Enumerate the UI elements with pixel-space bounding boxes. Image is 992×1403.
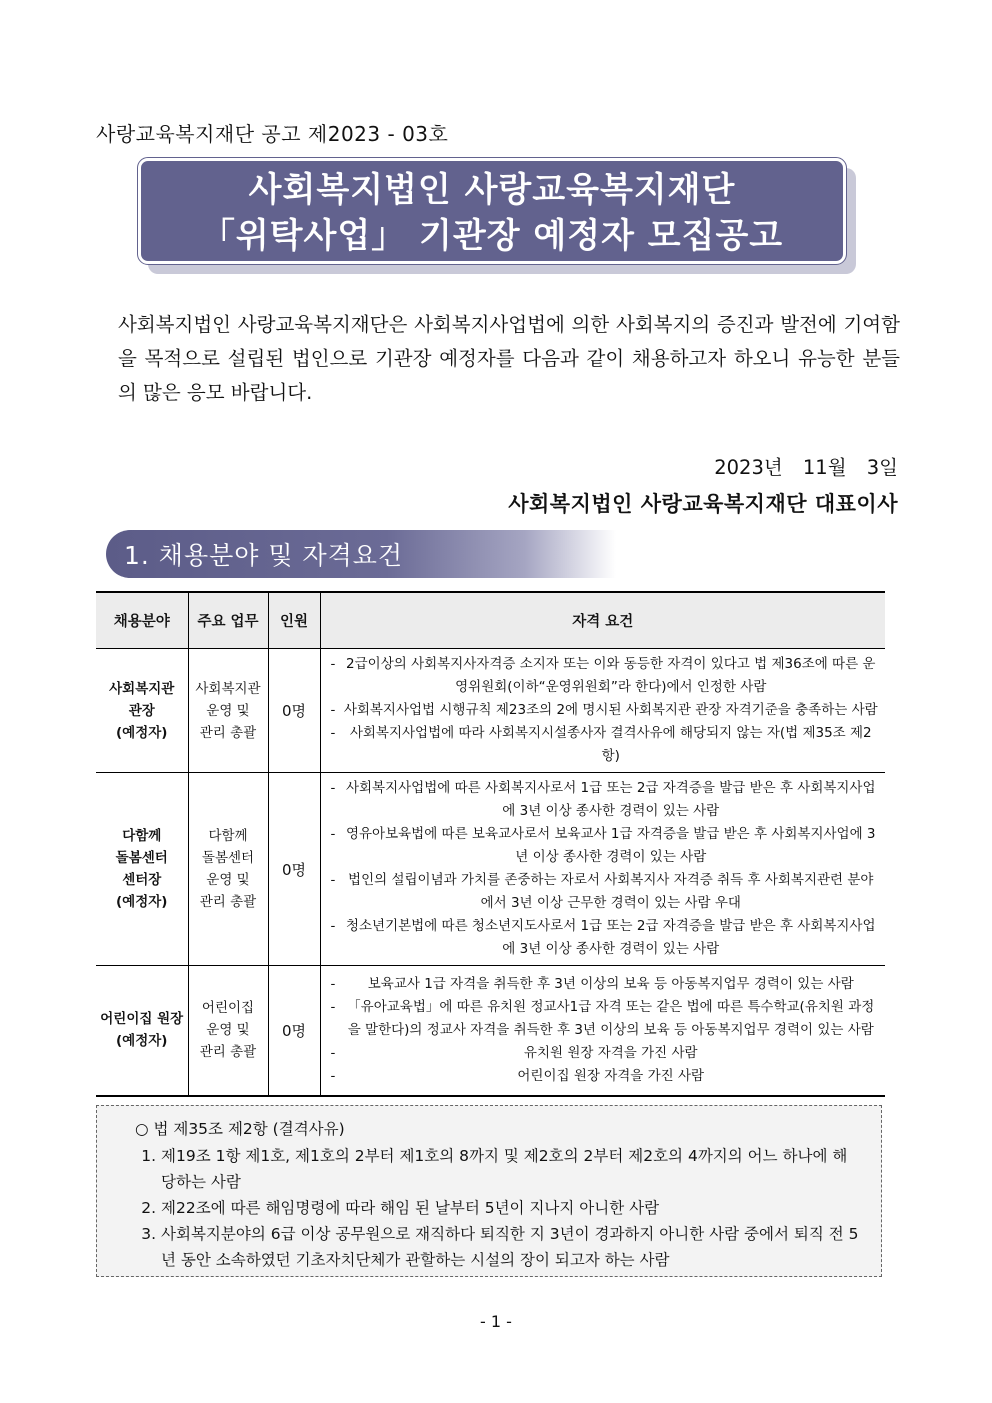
qual-item: - 사회복지사업법 시행규칙 제23조의 2에 명시된 사회복지관 관장 자격기준을 충족하는 사람: [329, 699, 880, 722]
qual-item: - 2급이상의 사회복지사자격증 소지자 또는 이와 동등한 자격이 있다고 법 제36조에 따른 운영위원회(이하“운영위원회”라 한다)에서 인정한 사람: [329, 653, 880, 699]
table-row: [96, 773, 885, 966]
intro-paragraph: 사회복지법인 사랑교육복지재단은 사회복지사업법에 의한 사회복지의 증진과 발전에 기여함을 목적으로 설립된 법인으로 기관장 예정자를 다음과 같이 채용하고자 하오니 유능한 분들의 많은 응모 바랍니다.: [118, 313, 900, 404]
field-line: 어린이집 원장: [100, 1011, 184, 1028]
duty-line: 관리 총괄: [199, 894, 257, 910]
count-cell: 0명: [268, 649, 320, 773]
qual-item: - 유치원 원장 자격을 가진 사람: [329, 1042, 880, 1065]
field-cell: [96, 966, 188, 1096]
notice-number: 사랑교육복지재단 공고 제2023 - 03호: [96, 122, 449, 146]
table-header-row: [96, 592, 885, 649]
note-heading: ○ 법 제35조 제2항 (결격사유): [135, 1120, 345, 1138]
note-item: 2. 제22조에 따른 해임명령에 따라 해임 된 날부터 5년이 지나지 아니한 사람: [161, 1195, 861, 1221]
signer: 사회복지법인 사랑교육복지재단 대표이사: [508, 492, 898, 516]
field-line: (예정자): [116, 724, 168, 741]
title-line-1: 사회복지법인 사랑교육복지재단: [248, 170, 736, 210]
header-count: 인원: [268, 592, 320, 649]
title-box: [138, 158, 846, 264]
duty-cell: [188, 966, 268, 1096]
qual-item: - 사회복지사업법에 따라 사회복지시설종사자 결격사유에 해당되지 않는 자(법 제35조 제2항): [329, 722, 880, 768]
qual-item: - 법인의 설립이념과 가치를 존중하는 자로서 사회복지사 자격증 취득 후 사회복지관련 분야에서 3년 이상 근무한 경력이 있는 사람 우대: [329, 869, 880, 915]
header-quals: 자격 요건: [320, 592, 885, 649]
field-cell: [96, 773, 188, 966]
note-list: [141, 1143, 861, 1273]
duty-cell: [188, 773, 268, 966]
duty-line: 돌봄센터: [201, 850, 255, 866]
duty-line: 다함께: [208, 828, 248, 844]
count-cell: 0명: [268, 966, 320, 1096]
qual-item: - 보육교사 1급 자격을 취득한 후 3년 이상의 보육 등 아동복지업무 경력이 있는 사람: [329, 973, 880, 996]
notice-date: 2023년 11월 3일: [714, 456, 898, 479]
field-cell: [96, 649, 188, 773]
duty-line: 관리 총괄: [199, 1044, 257, 1061]
disqualification-note: [96, 1105, 882, 1277]
note-item: 3. 사회복지분야의 6급 이상 공무원으로 재직하다 퇴직한 지 3년이 경과하지 아니한 사람 중에서 퇴직 전 5년 동안 소속하였던 기초자치단체가 관할하는 시설의 장이 되고자 하는 사람: [161, 1221, 861, 1273]
section-1-header: [106, 530, 616, 578]
table-row: [96, 649, 885, 773]
qual-item: - 청소년기본법에 따른 청소년지도사로서 1급 또는 2급 자격증을 발급 받은 후 사회복지사업에 3년 이상 종사한 경력이 있는 사람: [329, 915, 880, 961]
section-1-title: 1. 채용분야 및 자격요건: [124, 541, 404, 570]
quals-cell: [320, 649, 885, 773]
requirements-table: [96, 591, 885, 1097]
table-row: [96, 966, 885, 1096]
duty-line: 관리 총괄: [199, 724, 257, 741]
field-line: 사회복지관: [109, 680, 175, 697]
duty-cell: [188, 649, 268, 773]
duty-line: 운영 및: [206, 702, 250, 719]
duty-line: 어린이집: [201, 1000, 255, 1017]
qual-item: - 영유아보육법에 따른 보육교사로서 보육교사 1급 자격증을 발급 받은 후 사회복지사업에 3년 이상 종사한 경력이 있는 사람: [329, 823, 880, 869]
field-line: 센터장: [122, 872, 162, 888]
title-line-2: 「위탁사업」 기관장 예정자 모집공고: [200, 216, 784, 256]
header-duty: 주요 업무: [188, 592, 268, 649]
quals-cell: [320, 773, 885, 966]
duty-line: 사회복지관: [195, 680, 261, 697]
qual-item: - 사회복지사업법에 따른 사회복지사로서 1급 또는 2급 자격증을 발급 받은 후 사회복지사업에 3년 이상 종사한 경력이 있는 사람: [329, 777, 880, 823]
qual-item: - 「유아교육법」에 따른 유치원 정교사1급 자격 또는 같은 법에 따른 특수학교(유치원 과정을 말한다)의 정교사 자격을 취득한 후 3년 이상의 보육 등 아동복지업무 경력이 있는 사람: [329, 996, 880, 1042]
duty-line: 운영 및: [206, 872, 250, 888]
page-number: - 1 -: [480, 1312, 512, 1331]
header-field: 채용분야: [96, 592, 188, 649]
field-line: 관장: [128, 702, 155, 719]
note-item: 1. 제19조 1항 제1호, 제1호의 2부터 제1호의 8까지 및 제2호의 2부터 제2호의 4까지의 어느 하나에 해당하는 사람: [161, 1143, 861, 1195]
qual-item: - 어린이집 원장 자격을 가진 사람: [329, 1065, 880, 1088]
field-line: (예정자): [116, 1033, 168, 1050]
field-line: (예정자): [116, 894, 168, 910]
quals-cell: [320, 966, 885, 1096]
duty-line: 운영 및: [206, 1022, 250, 1039]
count-cell: 0명: [268, 773, 320, 966]
field-line: 다함께: [122, 828, 162, 844]
field-line: 돌봄센터: [115, 850, 168, 866]
